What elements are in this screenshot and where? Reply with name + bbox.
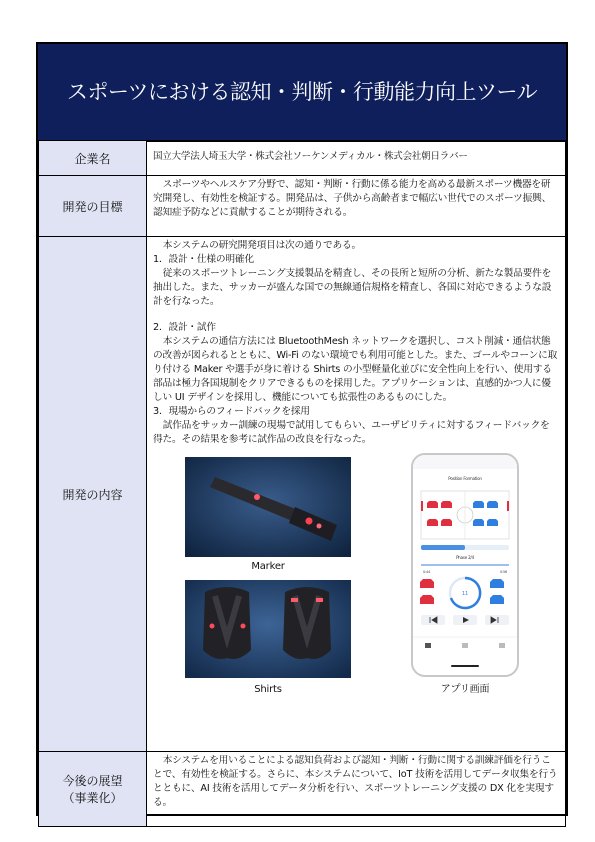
company-cell bbox=[147, 141, 566, 176]
goal-label: 開発の目標 bbox=[39, 176, 147, 237]
section2-body: 本システムの通信方法には BluetoothMesh ネットワークを選択し、コスト削減・通信状態の改善が図られるとともに、Wi-Fi のない環境でも利用可能とした。また、ゴールやコーンに取り付ける Maker や選手が身に着ける Shirts の小型軽量化並びに安全性向上を行い、使用する部品は極力各国規制をクリアできるものを採用した。アプリケーションは、直感的かつ人に優しい UI デザインを採用し、機能についても拡張性のあるものにした。 bbox=[153, 336, 558, 403]
app-header-text: Position Formation bbox=[448, 476, 482, 481]
future-text: 本システムを用いることによる認知負荷および認知・判断・行動に関する訓練評価を行うことで、有効性を検証する。さらに、本システムについて、IoT 技術を活用してデータ収集を行うとともに、AI 技術を活用してデータ分析を行い、スポーツトレーニング支援の DX 化を実現する。 bbox=[153, 755, 558, 808]
app-caption: アプリ画面 bbox=[440, 684, 490, 695]
goal-text: スポーツやヘルスケア分野で、認知・判断・行動に係る能力を高める最新スポーツ機器を研究開発し、有効性を検証する。開発品は、子供から高齢者まで幅広い世代でのスポーツ振興、認知症予防などに貢献することが期待される。 bbox=[153, 179, 552, 218]
future-label bbox=[39, 752, 147, 827]
content-label: 開発の内容 bbox=[39, 237, 147, 752]
app-phase-text: Phase 2/4 bbox=[456, 555, 474, 560]
row-goal bbox=[39, 176, 566, 237]
figures-area bbox=[153, 453, 559, 705]
app-count-text: 11 bbox=[462, 591, 468, 597]
marker-caption: Marker bbox=[251, 561, 285, 572]
title-band bbox=[38, 44, 566, 142]
section3-body: 試作品をサッカー訓練の現場で試用してもらい、ユーザビリティに対するフィードバックを得た。その結果を参考に試作品の改良を行なった。 bbox=[153, 420, 550, 445]
page-title: スポーツにおける認知・判断・行動能力向上ツール bbox=[66, 80, 538, 104]
company-value: 国立大学法人埼玉大学・株式会社ソーケンメディカル・株式会社朝日ラバー bbox=[153, 151, 468, 162]
company-label: 企業名 bbox=[39, 141, 147, 176]
app-time-right: 0:56 bbox=[499, 570, 507, 574]
row-future bbox=[39, 752, 566, 827]
shirts-image bbox=[185, 580, 351, 678]
app-screenshot bbox=[411, 453, 519, 677]
goal-cell bbox=[147, 176, 566, 237]
future-label-line1: 今後の展望 bbox=[62, 774, 123, 788]
section2-heading: 2．設計・試作 bbox=[153, 322, 216, 333]
app-screen-graphic bbox=[413, 455, 517, 675]
marker-image bbox=[185, 457, 351, 557]
content-intro: 本システムの研究開発項目は次の通りである。 bbox=[162, 240, 361, 251]
content-cell bbox=[147, 237, 566, 752]
section1-body: 従来のスポーツトレーニング支援製品を精査し、その長所と短所の分析、新たな製品要件を抽出した。また、サッカーが盛んな国での無線通信規格を精査し、各国に対応できるような設計を行なった。 bbox=[153, 268, 552, 307]
row-company bbox=[39, 141, 566, 176]
section3-heading: 3．現場からのフィードバックを採用 bbox=[153, 406, 310, 417]
info-table bbox=[38, 140, 566, 827]
shirts-caption: Shirts bbox=[254, 684, 282, 695]
row-content bbox=[39, 237, 566, 752]
future-cell bbox=[147, 752, 566, 827]
future-label-line2: （事業化） bbox=[62, 791, 123, 805]
section1-heading: 1．設計・仕様の明確化 bbox=[153, 254, 254, 265]
document-frame bbox=[36, 42, 568, 816]
app-time-left: 0:44 bbox=[423, 570, 431, 574]
